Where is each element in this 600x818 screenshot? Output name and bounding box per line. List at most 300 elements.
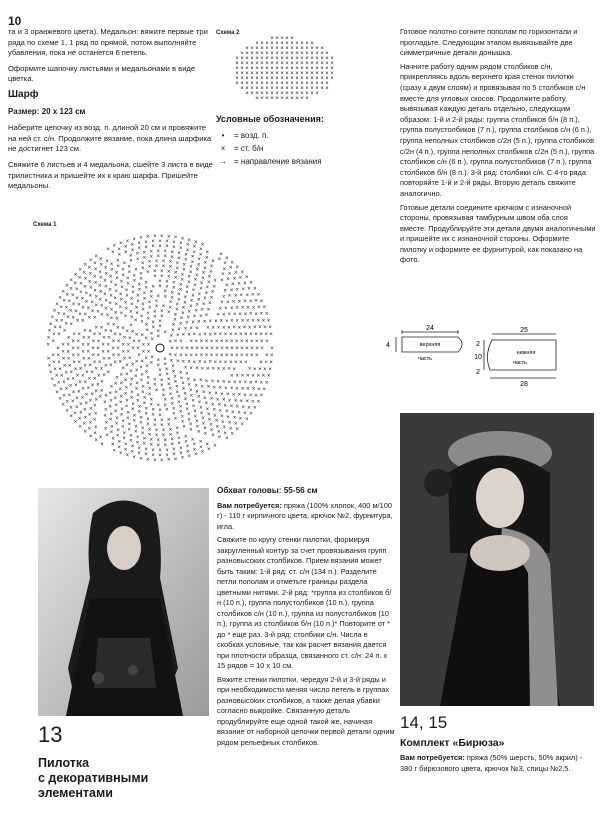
stitch-mark: × [237, 281, 241, 288]
stitch-mark: × [93, 411, 98, 418]
stitch-mark: × [245, 81, 249, 87]
stitch-mark: × [56, 346, 60, 352]
stitch-mark: × [186, 315, 191, 322]
stitch-mark: × [118, 305, 123, 312]
stitch-mark: × [189, 298, 194, 305]
stitch-mark: × [249, 339, 254, 345]
stitch-mark: × [105, 433, 109, 440]
stitch-mark: × [223, 288, 227, 295]
stitch-mark: × [149, 331, 154, 338]
stitch-mark: × [220, 300, 224, 307]
center-ring [156, 344, 164, 352]
stitch-mark: × [181, 359, 186, 366]
stitch-mark: × [201, 415, 205, 422]
stitch-mark: × [265, 56, 269, 62]
stitch-mark: × [144, 406, 148, 413]
stitch-mark: × [310, 51, 314, 57]
stitch-mark: × [187, 237, 192, 244]
stitch-mark: × [214, 339, 219, 345]
stitch-mark: × [61, 356, 66, 363]
stitch-mark: × [244, 339, 249, 345]
stitch-mark: × [132, 455, 136, 461]
stitch-mark: × [179, 352, 183, 359]
stitch-mark: × [270, 66, 274, 72]
stitch-mark: × [53, 366, 57, 373]
stitch-mark: × [227, 379, 231, 386]
stitch-mark: × [197, 400, 202, 407]
stitch-mark: × [185, 290, 189, 297]
stitch-mark: × [141, 302, 145, 309]
stitch-mark: × [275, 71, 279, 77]
stitch-mark: × [305, 61, 309, 67]
stitch-mark: × [192, 314, 197, 320]
stitch-mark: × [235, 61, 239, 67]
stitch-mark: × [56, 380, 61, 387]
stitch-mark: × [262, 305, 267, 312]
stitch-mark: × [58, 325, 62, 332]
stitch-mark: × [256, 399, 261, 406]
stitch-mark: × [97, 283, 102, 290]
stitch-mark: × [254, 332, 258, 338]
stitch-mark: × [235, 346, 239, 352]
stitch-mark: × [118, 291, 123, 298]
stitch-mark: × [114, 389, 118, 396]
stitch-mark: × [171, 322, 176, 329]
stitch-mark: × [46, 342, 50, 349]
stitch-mark: × [225, 346, 229, 352]
stitch-mark: × [161, 264, 166, 271]
stitch-mark: × [310, 41, 314, 47]
stitch-mark: × [255, 46, 259, 52]
stitch-mark: × [52, 360, 56, 366]
stitch-mark: × [226, 415, 230, 422]
stitch-mark: × [223, 359, 228, 366]
legend [216, 113, 324, 168]
stitch-mark: × [255, 96, 259, 102]
stitch-mark: × [195, 424, 200, 431]
stitch-mark: × [300, 91, 304, 97]
stitch-mark: × [99, 289, 103, 296]
stitch-mark: × [254, 311, 258, 318]
stitch-mark: × [295, 61, 299, 67]
stitch-mark: × [113, 359, 117, 366]
stitch-mark: × [199, 405, 203, 412]
stitch-mark: × [178, 321, 183, 328]
stitch-mark: × [80, 318, 85, 325]
stitch-mark: × [122, 335, 127, 342]
stitch-mark: × [142, 291, 147, 298]
stitch-mark: × [207, 274, 212, 281]
stitch-mark: × [203, 426, 207, 433]
stitch-mark: × [180, 414, 184, 421]
stitch-mark: × [159, 418, 164, 424]
stitch-mark: × [61, 342, 65, 349]
stitch-mark: × [249, 280, 253, 287]
stitch-mark: × [265, 81, 269, 87]
stitch-mark: × [187, 309, 192, 316]
stitch-mark: × [256, 318, 260, 325]
stitch-mark: × [250, 56, 254, 62]
stitch-mark: × [109, 262, 114, 268]
stitch-mark: × [199, 339, 204, 346]
stitch-mark: × [137, 352, 141, 359]
stitch-mark: × [106, 322, 110, 329]
stitch-mark: × [172, 280, 176, 287]
stitch-mark: × [151, 412, 155, 419]
stitch-mark: × [259, 311, 264, 318]
stitch-mark: × [104, 298, 108, 305]
stitch-mark: × [103, 399, 107, 406]
stitch-mark: × [92, 417, 97, 424]
stitch-mark: × [159, 274, 164, 280]
stitch-mark: × [177, 292, 181, 299]
stitch-mark: × [94, 254, 98, 260]
stitch-mark: × [270, 36, 274, 42]
stitch-mark: × [260, 61, 264, 67]
stitch-mark: × [290, 91, 294, 97]
stitch-mark: × [117, 247, 121, 254]
stitch-mark: × [158, 448, 162, 454]
stitch-mark: × [71, 353, 76, 359]
stitch-mark: × [88, 433, 93, 440]
stitch-mark: × [270, 353, 274, 359]
stitch-mark: × [136, 293, 140, 300]
stitch-mark: × [78, 311, 82, 318]
stitch-mark: × [151, 239, 155, 246]
stitch-mark: × [235, 318, 240, 325]
stitch-mark: × [146, 417, 150, 423]
stitch-mark: × [179, 315, 184, 322]
stitch-mark: × [275, 51, 279, 57]
stitch-mark: × [201, 270, 206, 277]
stitch-mark: × [160, 269, 164, 275]
stitch-mark: × [130, 362, 135, 369]
stitch-mark: × [82, 421, 87, 428]
stitch-mark: × [146, 457, 150, 464]
stitch-mark: × [158, 453, 162, 459]
stitch-mark: × [108, 301, 112, 308]
stitch-mark: × [128, 382, 133, 389]
stitch-mark: × [168, 432, 173, 439]
stitch-mark: × [222, 425, 227, 432]
stitch-mark: × [233, 293, 238, 300]
stitch-mark: × [190, 254, 195, 261]
stitch-mark: × [158, 324, 162, 330]
stitch-mark: × [202, 302, 206, 309]
stitch-mark: × [190, 346, 194, 352]
stitch-mark: × [156, 254, 161, 260]
stitch-mark: × [270, 91, 274, 97]
stitch-mark: × [153, 314, 157, 321]
stitch-mark: × [114, 421, 119, 428]
stitch-mark: × [109, 363, 113, 370]
stitch-mark: × [135, 440, 140, 447]
stitch-mark: × [178, 409, 183, 416]
stitch-mark: × [205, 346, 209, 352]
stitch-mark: × [310, 81, 314, 87]
stitch-mark: × [212, 284, 216, 291]
stitch-mark: × [222, 266, 227, 273]
stitch-mark: × [179, 339, 183, 346]
stitch-mark: × [270, 46, 274, 52]
stitch-mark: × [168, 300, 173, 307]
stitch-mark: × [260, 96, 264, 102]
stitch-mark: × [233, 270, 238, 277]
stitch-mark: × [221, 272, 225, 279]
stitch-mark: × [142, 250, 147, 257]
stitch-mark: × [247, 286, 251, 293]
stitch-mark: × [109, 316, 114, 322]
stitch-mark: × [137, 445, 141, 452]
stitch-mark: × [134, 318, 138, 324]
stitch-mark: × [265, 71, 269, 77]
stitch-mark: × [179, 450, 183, 457]
stitch-mark: × [213, 278, 217, 285]
stitch-mark: × [223, 403, 227, 410]
stitch-mark: × [212, 385, 216, 392]
stitch-mark: × [264, 332, 268, 338]
stitch-mark: × [268, 366, 272, 373]
stitch-mark: × [169, 333, 174, 340]
stitch-mark: × [237, 392, 242, 399]
materials-14: Вам потребуется: пряжа (50% шерсть, 50% акрил) - 380 г бирюзового цвета, крючок №3, спицы №2,5. [400, 753, 583, 773]
stitch-mark: × [98, 297, 103, 304]
stitch-mark: × [78, 380, 82, 387]
stitch-mark: × [178, 370, 183, 377]
stitch-mark: × [228, 332, 233, 339]
stitch-mark: × [71, 339, 76, 345]
stitch-mark: × [122, 356, 127, 363]
stitch-mark: × [166, 234, 171, 241]
stitch-mark: × [220, 414, 224, 421]
stitch-mark: × [187, 382, 192, 389]
stitch-mark: × [166, 274, 171, 281]
stitch-mark: × [185, 284, 190, 291]
stitch-mark: × [173, 456, 178, 463]
middle-paragraph-2: Вяжите стенки пилотки, чередуя 2-й и 3-й ряды и при необходимости меняя число петель в группах разновысоких столбиков, а также делая убавки согласно выкройке. Связанную деталь продублируйте еще одной такой же, начиная вязание от наборной цепочки первой детали одним рядом рельефных столбиков. [217, 674, 395, 747]
stitch-mark: × [65, 292, 70, 299]
stitch-mark: × [127, 264, 131, 271]
stitch-mark: × [285, 71, 289, 77]
stitch-mark: × [305, 41, 309, 47]
stitch-mark: × [163, 402, 168, 409]
stitch-mark: × [119, 450, 123, 457]
stitch-mark: × [187, 454, 192, 461]
stitch-mark: × [315, 71, 319, 77]
stitch-mark: × [193, 414, 198, 421]
stitch-mark: × [154, 299, 159, 306]
stitch-mark: × [227, 366, 231, 373]
stitch-mark: × [200, 366, 205, 373]
stitch-mark: × [245, 346, 249, 352]
stitch-mark: × [142, 296, 147, 303]
stitch-mark: × [126, 349, 130, 356]
stitch-mark: × [218, 408, 223, 415]
stitch-mark: × [109, 398, 113, 405]
stitch-mark: × [127, 269, 132, 276]
stitch-mark: × [113, 395, 117, 402]
stitch-mark: × [149, 397, 154, 404]
stitch-mark: × [232, 276, 237, 283]
stitch-mark: × [124, 385, 129, 392]
stitch-mark: × [189, 387, 193, 394]
stitch-mark: × [214, 391, 218, 398]
stitch-mark: × [205, 406, 209, 413]
stitch-mark: × [255, 41, 259, 47]
stitch-mark: × [142, 395, 147, 402]
stitch-mark: × [121, 342, 125, 349]
stitch-mark: × [172, 411, 176, 418]
stitch-mark: × [189, 427, 193, 434]
stitch-mark: × [91, 353, 96, 359]
stitch-mark: × [325, 86, 329, 92]
stitch-mark: × [325, 61, 329, 67]
stitch-mark: × [74, 404, 79, 411]
stitch-mark: × [315, 76, 319, 82]
stitch-mark: × [111, 339, 116, 345]
stitch-mark: × [72, 332, 76, 338]
stitch-mark: × [141, 349, 146, 356]
stitch-mark: × [275, 66, 279, 72]
stitch-mark: × [134, 429, 138, 436]
stitch-mark: × [220, 391, 224, 398]
stitch-mark: × [275, 91, 279, 97]
stitch-mark: × [246, 386, 250, 393]
upper-label-1: верхняя [419, 342, 441, 348]
stitch-mark: × [78, 267, 82, 274]
stitch-mark: × [166, 422, 171, 429]
stitch-mark: × [232, 366, 236, 373]
stitch-mark: × [102, 372, 106, 379]
stitch-mark: × [295, 66, 299, 72]
stitch-mark: × [139, 235, 143, 242]
stitch-mark: × [170, 249, 174, 256]
stitch-mark: × [96, 309, 100, 316]
stitch-mark: × [125, 415, 130, 422]
stitch-mark: × [106, 369, 110, 376]
stitch-mark: × [176, 358, 180, 365]
stitch-mark: × [94, 397, 98, 404]
stitch-mark: × [144, 245, 148, 251]
stitch-mark: × [194, 353, 199, 359]
stitch-mark: × [168, 391, 173, 398]
stitch-mark: × [240, 318, 245, 325]
stitch-mark: × [71, 346, 75, 352]
stitch-mark: × [103, 265, 108, 272]
stitch-mark: × [103, 328, 108, 335]
stitch-mark: × [245, 91, 249, 97]
stitch-mark: × [203, 395, 207, 402]
stitch-mark: × [200, 242, 205, 249]
stitch-mark: × [255, 66, 259, 72]
stitch-mark: × [300, 96, 304, 102]
stitch-mark: × [305, 81, 309, 87]
stitch-mark: × [195, 346, 199, 352]
stitch-mark: × [111, 353, 116, 359]
stitch-mark: × [220, 346, 224, 352]
stitch-mark: × [132, 237, 136, 243]
stitch-mark: × [166, 269, 171, 276]
stitch-mark: × [248, 380, 253, 387]
stitch-mark: × [315, 81, 319, 87]
stitch-mark: × [192, 447, 197, 454]
stitch-mark: × [253, 286, 257, 293]
stitch-mark: × [176, 394, 181, 401]
stitch-mark: × [245, 71, 249, 77]
stitch-mark: × [153, 234, 157, 241]
stitch-mark: × [260, 56, 264, 62]
legend-item-chain: • = возд. п. [221, 131, 269, 140]
stitch-mark: × [285, 81, 289, 87]
stitch-mark: × [260, 76, 264, 82]
stitch-mark: × [315, 51, 319, 57]
stitch-mark: × [233, 359, 238, 366]
stitch-mark: × [280, 51, 284, 57]
stitch-mark: × [260, 71, 264, 77]
stitch-mark: × [93, 403, 97, 410]
stitch-mark: × [180, 277, 184, 284]
stitch-mark: × [330, 56, 334, 62]
stitch-mark: × [290, 96, 294, 102]
stitch-mark: × [149, 294, 154, 301]
stitch-mark: × [115, 316, 119, 323]
stitch-mark: × [165, 279, 169, 286]
stitch-mark: × [238, 275, 243, 282]
stitch-mark: × [75, 318, 80, 325]
stitch-mark: × [103, 363, 108, 370]
stitch-mark: × [250, 292, 255, 299]
stitch-mark: × [146, 349, 151, 356]
stitch-mark: × [83, 262, 87, 269]
stitch-mark: × [159, 314, 164, 320]
stitch-mark: × [195, 366, 199, 372]
stitch-mark: × [213, 359, 218, 366]
stitch-mark: × [130, 242, 135, 249]
lower-width-top: 25 [520, 327, 528, 334]
scarf-paragraph-2: Свяжите 6 листьев и 4 медальона, сшейте 3 листа в виде трилистника и пришейте их к краю шарфа. Пришейте медальоны. [8, 159, 213, 191]
stitch-mark: × [243, 380, 248, 386]
stitch-mark: × [280, 36, 284, 42]
stitch-mark: × [90, 309, 95, 315]
stitch-mark: × [158, 284, 162, 290]
stitch-mark: × [305, 86, 309, 92]
stitch-mark: × [158, 413, 162, 419]
stitch-mark: × [194, 308, 198, 315]
stitch-mark: × [137, 409, 142, 416]
stitch-mark: × [230, 431, 234, 438]
stitch-mark: × [92, 274, 97, 281]
stitch-mark: × [249, 411, 253, 418]
page-number: 10 [8, 14, 22, 28]
stitch-mark: × [149, 437, 154, 444]
stitch-mark: × [93, 288, 97, 295]
stitch-mark: × [222, 312, 226, 319]
stitch-mark: × [295, 46, 299, 52]
stitch-mark: × [173, 275, 178, 282]
stitch-mark: × [260, 66, 264, 72]
stitch-mark: × [146, 342, 151, 349]
stitch-mark: × [127, 335, 132, 342]
stitch-mark: × [235, 76, 239, 82]
stitch-mark: × [50, 376, 55, 383]
stitch-mark: × [124, 442, 128, 449]
stitch-mark: × [222, 294, 226, 301]
stitch-mark: × [320, 76, 324, 82]
stitch-mark: × [108, 287, 112, 294]
stitch-mark: × [210, 379, 215, 385]
stitch-mark: × [247, 366, 252, 373]
stitch-mark: × [64, 305, 69, 312]
